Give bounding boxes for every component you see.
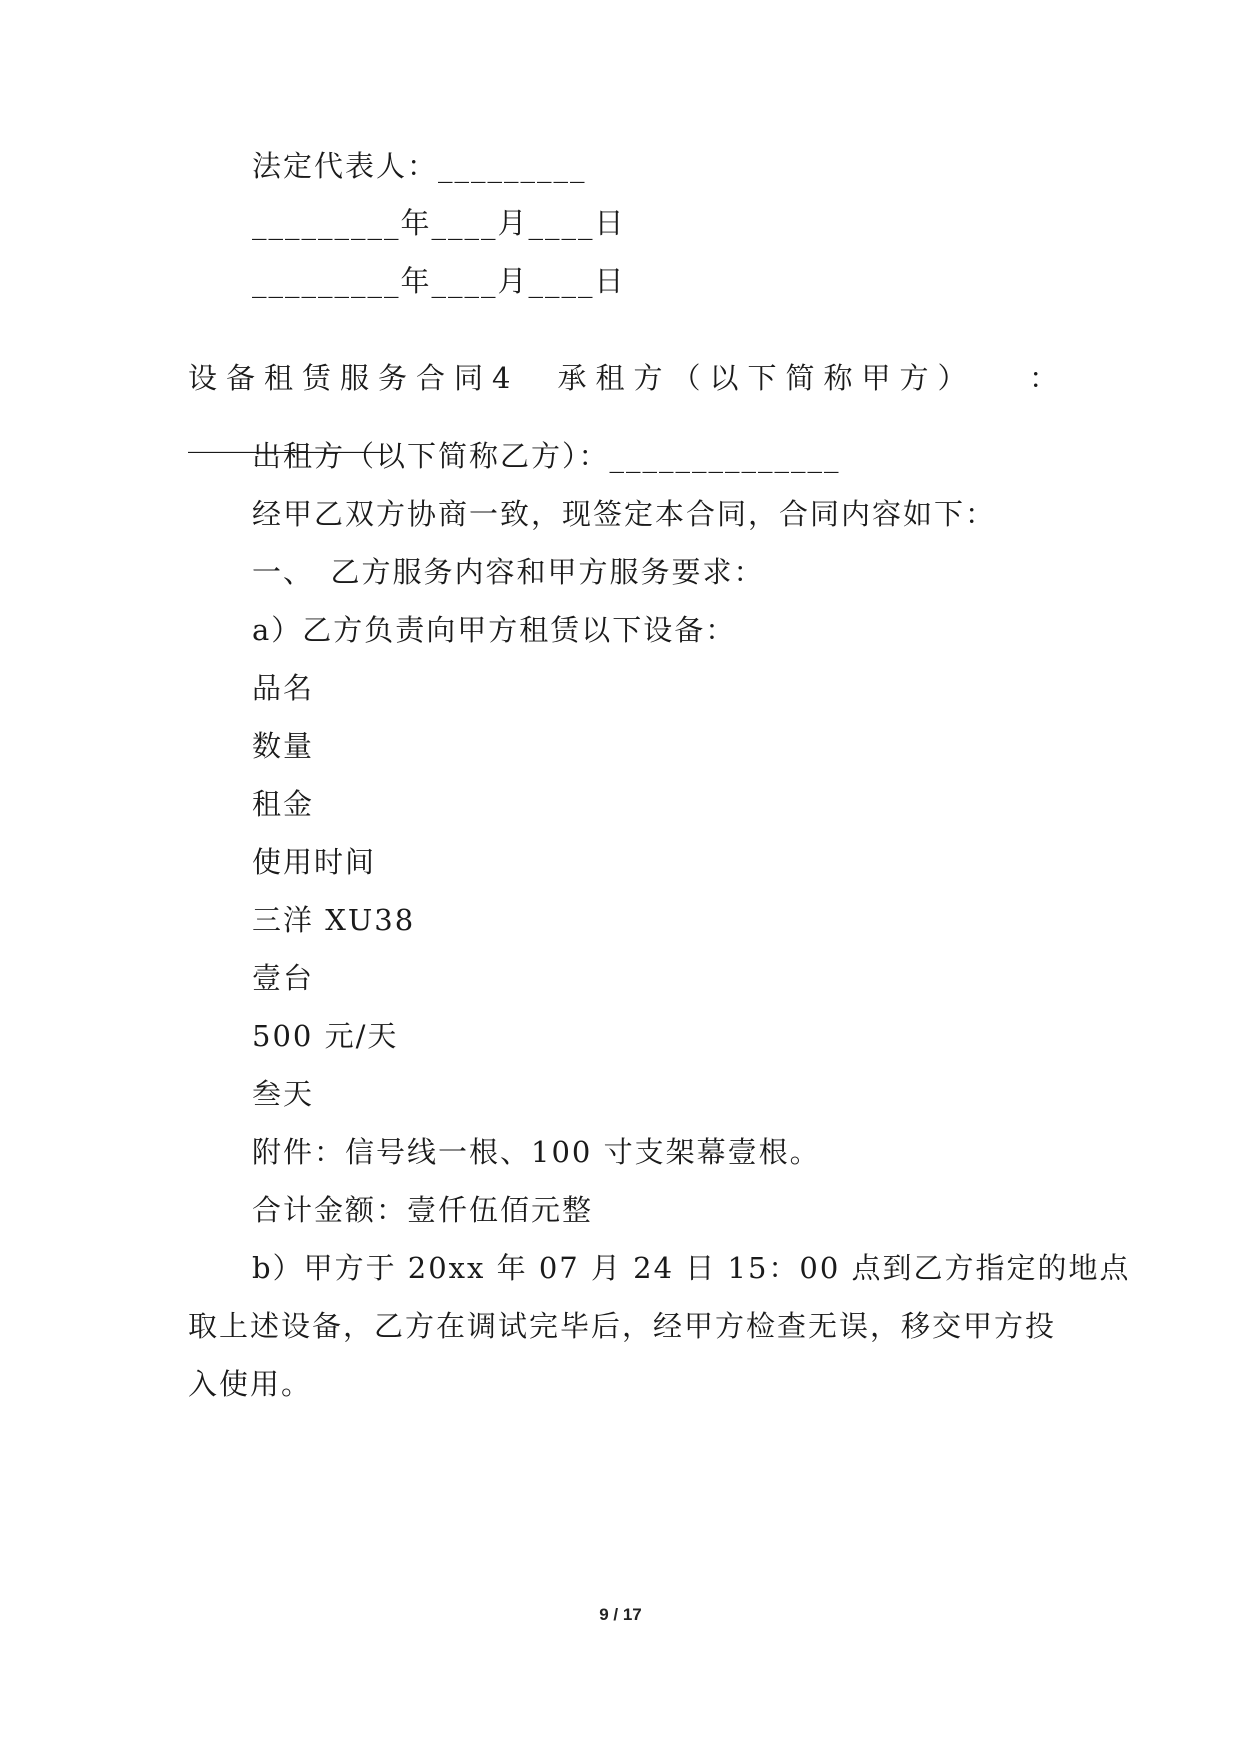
quantity-label: 数量	[252, 729, 315, 763]
page-number: 9 / 17	[599, 1605, 642, 1624]
contract-heading-colon: ：	[1028, 361, 1058, 395]
usage-time-label: 使用时间	[252, 845, 377, 879]
rent-label: 租金	[252, 787, 315, 821]
usage-time-value: 叁天	[252, 1077, 315, 1111]
item-name-label: 品名	[252, 671, 315, 705]
accessories-line: 附件：信号线一根、100 寸支架幕壹根。	[252, 1135, 821, 1169]
contract-heading	[188, 358, 1058, 398]
clause-a-line: a）乙方负责向甲方租赁以下设备：	[252, 613, 737, 647]
section-one-heading: 一、 乙方服务内容和甲方服务要求：	[252, 555, 765, 589]
lessee-blank: ______________	[188, 419, 391, 453]
date-line-1: _________年____月____日	[252, 206, 626, 240]
agreement-line: 经甲乙双方协商一致，现签定本合同，合同内容如下：	[252, 497, 997, 531]
total-amount-line: 合计金额：壹仟伍佰元整	[252, 1193, 594, 1227]
legal-representative-line: 法定代表人：_________	[252, 149, 587, 183]
quantity-value: 壹台	[252, 961, 315, 995]
date-line-2: _________年____月____日	[252, 264, 626, 298]
lessor-line: 出租方（以下简称乙方）：______________	[252, 439, 841, 473]
clause-b-line-2: 取上述设备，乙方在调试完毕后，经甲方检查无误，移交甲方投	[188, 1309, 1057, 1343]
rent-value: 500 元/天	[252, 1019, 399, 1053]
clause-b-line-1: b）甲方于 20xx 年 07 月 24 日 15：00 点到乙方指定的地点	[252, 1251, 1131, 1285]
contract-heading-text: 设备租赁服务合同4 承租方（以下简称甲方）	[188, 361, 976, 395]
clause-b-line-3: 入使用。	[188, 1367, 313, 1401]
item-name-value: 三洋 XU38	[252, 903, 416, 937]
